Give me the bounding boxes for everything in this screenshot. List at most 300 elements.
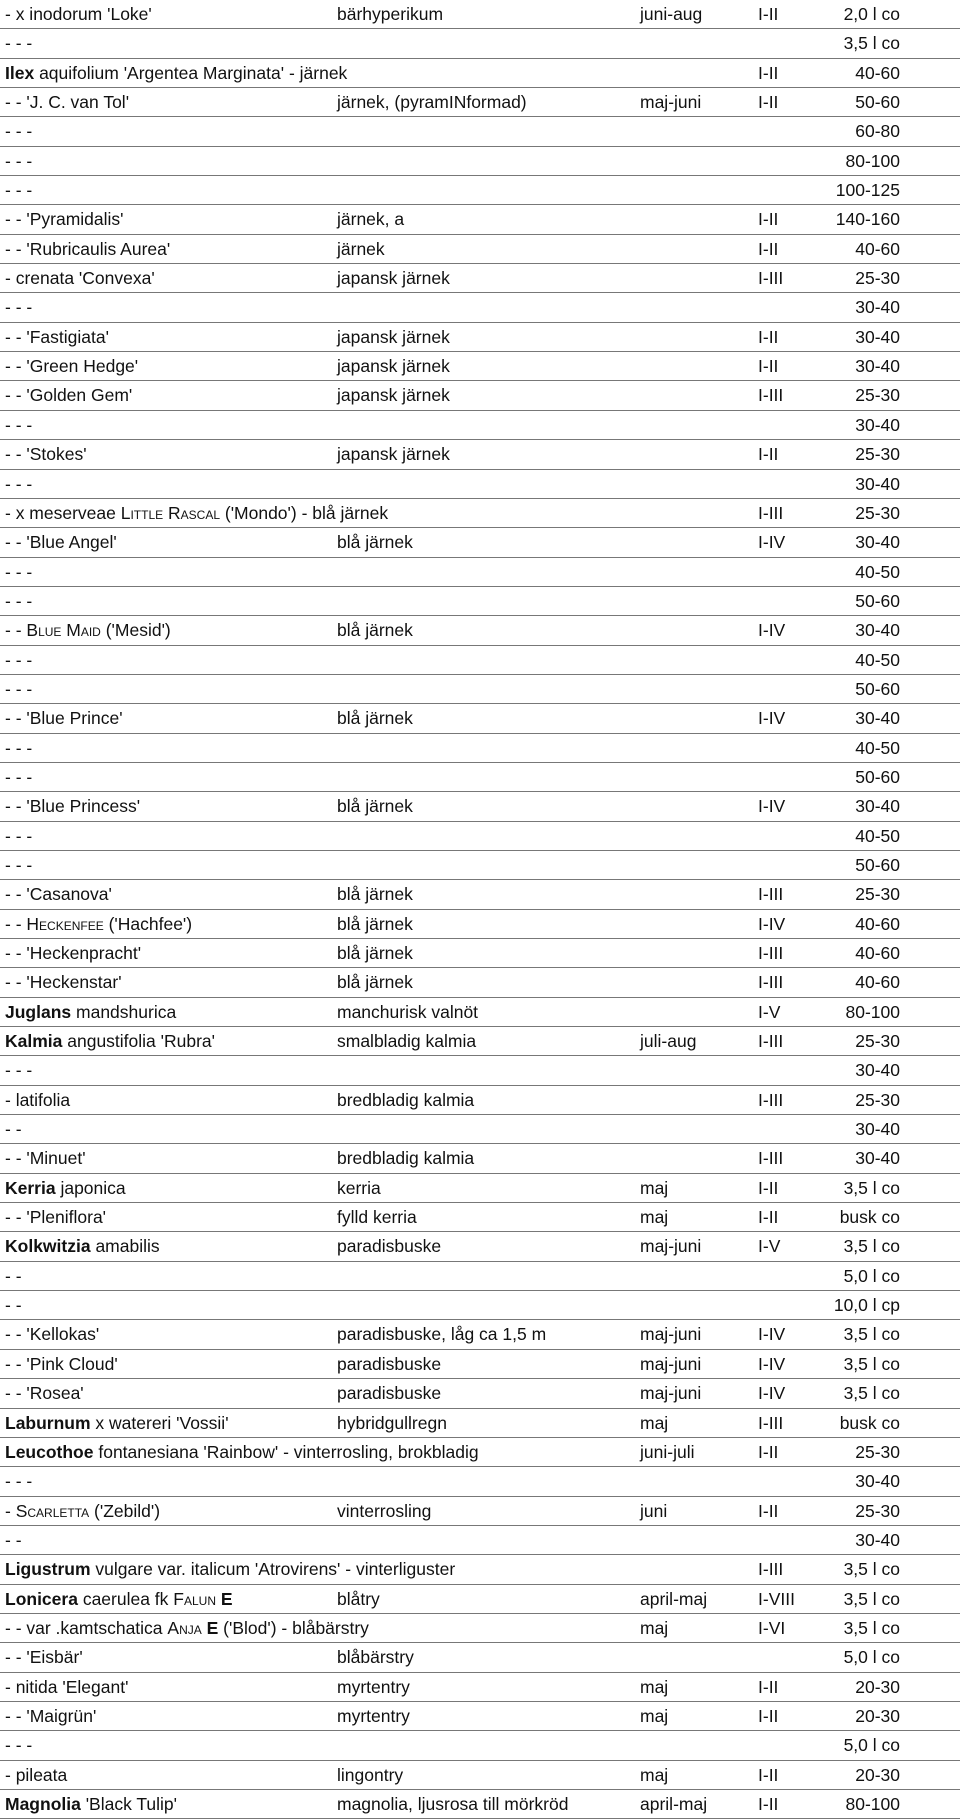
size-cell: 25-30 [855, 502, 900, 523]
plant-name-cell [5, 414, 32, 436]
name-text: - - 'Blue Prince' [5, 708, 123, 729]
plant-name-cell [5, 443, 87, 465]
genus-name: Leucothoe [5, 1441, 94, 1462]
common-name-cell: japansk järnek [337, 356, 450, 377]
table-row [0, 1409, 960, 1438]
plant-name-cell [5, 150, 32, 172]
table-row [0, 587, 960, 616]
table-row [0, 1526, 960, 1555]
size-cell: 10,0 l cp [833, 1295, 900, 1316]
name-text: ('Hachfee') [103, 913, 193, 934]
plant-name-cell [5, 1764, 67, 1786]
size-cell: 30-40 [855, 1119, 900, 1140]
common-name-cell: blå järnek [337, 943, 413, 963]
size-cell: 30-40 [855, 326, 900, 347]
name-text: - - - [5, 121, 33, 142]
name-text: - - - [5, 1471, 33, 1492]
plant-name-cell [5, 1558, 455, 1580]
hardiness-zone-cell: I-III [758, 502, 784, 523]
common-name-cell: blå järnek [337, 913, 413, 934]
table-row [0, 910, 960, 939]
table-row [0, 1555, 960, 1584]
plant-name-cell [5, 1529, 22, 1551]
table-row [0, 822, 960, 851]
table-row [0, 323, 960, 352]
size-cell: 20-30 [855, 1676, 900, 1697]
plant-name-cell [5, 62, 347, 84]
common-name-cell: japansk järnek [337, 444, 450, 465]
plant-name-cell [5, 1500, 160, 1522]
size-cell: 3,5 l co [843, 1324, 900, 1345]
plant-name-cell [5, 531, 117, 553]
table-row [0, 1232, 960, 1261]
plant-name-cell [5, 1147, 86, 1169]
common-name-cell: bärhyperikum [337, 4, 444, 24]
flowering-season-cell: maj [640, 1177, 669, 1198]
table-row [0, 1438, 960, 1467]
plant-name-cell [5, 1265, 22, 1287]
plant-name-cell [5, 1705, 96, 1727]
name-text: - - [5, 1265, 22, 1286]
size-cell: 30-40 [855, 1529, 900, 1550]
size-cell: 25-30 [855, 268, 900, 289]
hardiness-zone-cell: I-II [758, 444, 779, 465]
plant-name-cell [5, 1412, 229, 1434]
hardiness-zone-cell: I-III [758, 1412, 784, 1433]
table-row [0, 293, 960, 322]
size-cell: 50-60 [855, 590, 900, 611]
hardiness-zone-cell: I-II [758, 1441, 779, 1462]
table-row [0, 440, 960, 469]
table-row [0, 792, 960, 821]
size-cell: 3,5 l co [843, 1617, 900, 1638]
common-name-cell: smalbladig kalmia [337, 1031, 477, 1052]
common-name-cell: fylld kerria [337, 1207, 417, 1228]
flowering-season-cell: juni-aug [640, 4, 703, 24]
genus-name: Juglans [5, 1001, 72, 1022]
hardiness-zone-cell: I-IV [758, 796, 786, 817]
name-text: fontanesiana 'Rainbow' - vinterrosling, brokbladig [93, 1441, 479, 1462]
name-text: - - 'Pink Cloud' [5, 1353, 118, 1374]
name-text: ('Mesid') [100, 620, 171, 641]
size-cell: 80-100 [845, 1001, 900, 1022]
size-cell: 25-30 [855, 884, 900, 905]
size-cell: 5,0 l co [843, 1735, 900, 1756]
hardiness-zone-cell: I-II [758, 62, 779, 83]
size-cell: 40-50 [855, 649, 900, 670]
table-row [0, 675, 960, 704]
genus-name: Kolkwitzia [5, 1236, 91, 1257]
common-name-cell: japansk järnek [337, 268, 450, 289]
flowering-season-cell: maj [640, 1764, 669, 1785]
table-row [0, 117, 960, 146]
plant-name-cell [5, 1323, 99, 1345]
size-cell: busk co [839, 1412, 900, 1433]
size-cell: 60-80 [855, 121, 900, 142]
common-name-cell: järnek, (pyramINformad) [337, 92, 527, 113]
genus-name: Laburnum [5, 1412, 91, 1433]
flowering-season-cell: maj [640, 1412, 669, 1433]
size-cell: 3,5 l co [843, 1559, 900, 1580]
hardiness-zone-cell: I-III [758, 1089, 784, 1110]
common-name-cell: bredbladig kalmia [337, 1148, 475, 1169]
size-cell: 140-160 [835, 209, 900, 230]
plant-name-cell [5, 971, 122, 993]
size-cell: 30-40 [855, 796, 900, 817]
hardiness-zone-cell: I-IV [758, 708, 786, 729]
hardiness-zone-cell: I-IV [758, 532, 786, 553]
table-row [0, 1115, 960, 1144]
common-name-cell: japansk järnek [337, 385, 450, 406]
common-name-cell: järnek [337, 238, 385, 259]
table-row [0, 528, 960, 557]
size-cell: 40-50 [855, 737, 900, 758]
size-cell: 30-40 [855, 620, 900, 641]
table-row [0, 264, 960, 293]
genus-name: Magnolia [5, 1793, 81, 1814]
size-cell: 3,5 l co [843, 1588, 900, 1609]
plant-name-cell [5, 1676, 128, 1698]
plant-name-cell [5, 678, 32, 700]
table-row [0, 381, 960, 410]
name-text: - [5, 1500, 16, 1521]
table-row [0, 1086, 960, 1115]
hardiness-zone-cell: I-II [758, 4, 779, 24]
genus-name: Ligustrum [5, 1559, 91, 1580]
hardiness-zone-cell: I-III [758, 385, 784, 406]
name-text: - - 'Green Hedge' [5, 356, 139, 377]
size-cell: 40-60 [855, 943, 900, 963]
plant-name-cell [5, 1089, 70, 1111]
name-text: - - 'Blue Angel' [5, 532, 117, 553]
table-row [0, 939, 960, 968]
plant-name-cell [5, 1235, 160, 1257]
size-cell: 50-60 [855, 92, 900, 113]
name-text: - - 'Maigrün' [5, 1705, 97, 1726]
plant-name-cell [5, 737, 32, 759]
trade-name: Scarletta [15, 1500, 90, 1521]
hardiness-zone-cell: I-IV [758, 1353, 786, 1374]
common-name-cell: paradisbuske, låg ca 1,5 m [337, 1324, 547, 1345]
plant-name-cell [5, 1353, 118, 1375]
plant-name-cell [5, 1793, 177, 1815]
hardiness-zone-cell: I-V [758, 1236, 781, 1257]
plant-name-cell [5, 766, 32, 788]
table-row [0, 1673, 960, 1702]
table-row [0, 1761, 960, 1790]
size-cell: 30-40 [855, 356, 900, 377]
size-cell: 30-40 [855, 473, 900, 494]
plant-name-cell [5, 1030, 215, 1052]
flowering-season-cell: maj [640, 1617, 669, 1638]
name-text: - - - [5, 414, 33, 435]
plant-name-cell [5, 1059, 32, 1081]
table-row [0, 851, 960, 880]
size-cell: busk co [839, 1207, 900, 1228]
flowering-season-cell: maj [640, 1705, 669, 1726]
table-row [0, 1585, 960, 1614]
common-name-cell: blå järnek [337, 708, 413, 729]
size-cell: 3,5 l co [843, 1236, 900, 1257]
name-text: - - - [5, 150, 33, 171]
size-cell: 40-60 [855, 62, 900, 83]
size-cell: 25-30 [855, 1031, 900, 1052]
genus-name: Kerria [5, 1177, 56, 1198]
plant-name-cell [5, 883, 112, 905]
table-row [0, 205, 960, 234]
name-text: - - 'Stokes' [5, 444, 87, 465]
hardiness-zone-cell: I-IV [758, 913, 786, 934]
common-name-cell: blåbärstry [337, 1647, 414, 1668]
trade-name: Heckenfee [26, 913, 104, 934]
table-row [0, 1614, 960, 1643]
size-cell: 40-60 [855, 913, 900, 934]
table-row [0, 1262, 960, 1291]
name-text: vulgare var. italicum 'Atrovirens' - vinterliguster [90, 1559, 456, 1580]
name-text: - - 'Heckenstar' [5, 972, 122, 993]
plant-name-cell [5, 795, 140, 817]
table-row [0, 1320, 960, 1349]
flowering-season-cell: maj-juni [640, 1324, 702, 1345]
table-row [0, 1790, 960, 1819]
table-row [0, 558, 960, 587]
name-text: - - - [5, 561, 33, 582]
name-text: - - - [5, 649, 33, 670]
genus-name: E [206, 1617, 219, 1638]
name-text: ('Mondo') - blå järnek [220, 502, 389, 523]
flowering-season-cell: juni-juli [640, 1441, 695, 1462]
name-text: angustifolia 'Rubra' [62, 1031, 215, 1052]
table-row [0, 0, 960, 29]
name-text: caerulea fk [77, 1588, 174, 1609]
hardiness-zone-cell: I-II [758, 1207, 779, 1228]
plant-name-cell [5, 649, 32, 671]
flowering-season-cell: april-maj [640, 1588, 708, 1609]
plant-name-cell [5, 120, 32, 142]
size-cell: 3,5 l co [843, 1353, 900, 1374]
name-text: - - - [5, 825, 33, 846]
plant-name-cell [5, 1441, 479, 1463]
size-cell: 30-40 [855, 1148, 900, 1169]
plant-name-cell [5, 3, 152, 25]
size-cell: 30-40 [855, 1060, 900, 1081]
size-cell: 50-60 [855, 854, 900, 875]
name-text: - pileata [5, 1764, 68, 1785]
hardiness-zone-cell: I-II [758, 92, 779, 113]
common-name-cell: vinterrosling [337, 1500, 432, 1521]
size-cell: 20-30 [855, 1705, 900, 1726]
plant-name-cell [5, 1118, 22, 1140]
size-cell: 30-40 [855, 532, 900, 553]
plant-name-cell [5, 1588, 233, 1610]
size-cell: 50-60 [855, 766, 900, 787]
size-cell: 25-30 [855, 1089, 900, 1110]
hardiness-zone-cell: I-II [758, 1793, 779, 1814]
plant-name-cell [5, 913, 192, 935]
plant-name-cell [5, 384, 132, 406]
common-name-cell: blåtry [337, 1588, 380, 1609]
name-text: japonica [55, 1177, 126, 1198]
size-cell: 25-30 [855, 444, 900, 465]
name-text: - - 'Rubricaulis Aurea' [5, 238, 171, 259]
hardiness-zone-cell: I-III [758, 1559, 784, 1580]
common-name-cell: hybridgullregn [337, 1412, 447, 1433]
common-name-cell: blå järnek [337, 796, 413, 817]
name-text: - nitida 'Elegant' [5, 1676, 129, 1697]
common-name-cell: magnolia, ljusrosa till mörkröd [337, 1793, 569, 1814]
hardiness-zone-cell: I-IV [758, 620, 786, 641]
genus-name: E [220, 1588, 233, 1609]
size-cell: 40-60 [855, 972, 900, 993]
table-row [0, 763, 960, 792]
flowering-season-cell: maj-juni [640, 92, 702, 113]
common-name-cell: paradisbuske [337, 1236, 442, 1257]
plant-name-cell [5, 1382, 84, 1404]
name-text: - x inodorum 'Loke' [5, 4, 152, 24]
name-text: - - 'Eisbär' [5, 1647, 83, 1668]
trade-name: Anja [167, 1617, 202, 1638]
hardiness-zone-cell: I-III [758, 268, 784, 289]
name-text: mandshurica [71, 1001, 177, 1022]
name-text: - - - [5, 1735, 33, 1756]
table-row [0, 704, 960, 733]
genus-name: Lonicera [5, 1588, 78, 1609]
common-name-cell: blå järnek [337, 532, 413, 553]
table-row [0, 1467, 960, 1496]
name-text: - - - [5, 1060, 33, 1081]
flowering-season-cell: maj-juni [640, 1383, 702, 1404]
table-row [0, 616, 960, 645]
table-row [0, 499, 960, 528]
plant-name-cell [5, 561, 32, 583]
plant-name-cell [5, 1001, 176, 1023]
table-row [0, 235, 960, 264]
hardiness-zone-cell: I-II [758, 356, 779, 377]
trade-name: Falun [173, 1588, 216, 1609]
plant-name-cell [5, 1206, 106, 1228]
common-name-cell: lingontry [337, 1764, 404, 1785]
name-text: - - 'Minuet' [5, 1148, 86, 1169]
hardiness-zone-cell: I-III [758, 884, 784, 905]
table-row [0, 880, 960, 909]
common-name-cell: blå järnek [337, 972, 413, 993]
size-cell: 100-125 [835, 180, 900, 201]
hardiness-zone-cell: I-II [758, 238, 779, 259]
plant-name-cell [5, 825, 32, 847]
plant-name-cell [5, 208, 124, 230]
common-name-cell: paradisbuske [337, 1383, 442, 1404]
table-row [0, 470, 960, 499]
size-cell: 40-50 [855, 561, 900, 582]
name-text: - - - [5, 33, 33, 54]
hardiness-zone-cell: I-II [758, 209, 779, 230]
size-cell: 80-100 [845, 150, 900, 171]
flowering-season-cell: april-maj [640, 1793, 708, 1814]
flowering-season-cell: juli-aug [640, 1031, 697, 1052]
name-text: - latifolia [5, 1089, 71, 1110]
plant-name-cell [5, 1646, 83, 1668]
plant-name-cell [5, 1470, 32, 1492]
hardiness-zone-cell: I-III [758, 1031, 784, 1052]
plant-name-cell [5, 355, 138, 377]
common-name-cell: manchurisk valnöt [337, 1001, 479, 1022]
name-text: - - [5, 1119, 22, 1140]
name-text: - - 'Blue Princess' [5, 796, 141, 817]
trade-name: Blue Maid [26, 620, 101, 641]
plant-name-cell [5, 1177, 126, 1199]
name-text: - - 'Fastigiata' [5, 326, 109, 347]
table-row [0, 1056, 960, 1085]
size-cell: 25-30 [855, 385, 900, 406]
common-name-cell: blå järnek [337, 884, 413, 905]
name-text: - - 'J. C. van Tol' [5, 92, 130, 113]
plant-name-cell [5, 91, 129, 113]
name-text: - - var .kamtschatica [5, 1617, 168, 1638]
table-row [0, 59, 960, 88]
hardiness-zone-cell: I-IV [758, 1383, 786, 1404]
table-row [0, 1144, 960, 1173]
hardiness-zone-cell: I-III [758, 1148, 784, 1169]
size-cell: 2,0 l co [843, 4, 900, 24]
common-name-cell: myrtentry [337, 1705, 410, 1726]
plant-name-cell [5, 707, 123, 729]
plant-name-cell [5, 32, 32, 54]
table-row [0, 1702, 960, 1731]
table-row [0, 411, 960, 440]
size-cell: 30-40 [855, 1471, 900, 1492]
common-name-cell: myrtentry [337, 1676, 410, 1697]
common-name-cell: paradisbuske [337, 1353, 442, 1374]
plant-name-cell [5, 179, 32, 201]
plant-name-cell [5, 473, 32, 495]
plant-name-cell [5, 854, 32, 876]
hardiness-zone-cell: I-II [758, 1500, 779, 1521]
name-text: 'Black Tulip' [80, 1793, 178, 1814]
name-text: - - - [5, 297, 33, 318]
flowering-season-cell: maj [640, 1207, 669, 1228]
name-text: - - 'Pleniflora' [5, 1207, 107, 1228]
table-row [0, 1291, 960, 1320]
table-row [0, 1203, 960, 1232]
table-row [0, 734, 960, 763]
hardiness-zone-cell: I-III [758, 943, 784, 963]
size-cell: 5,0 l co [843, 1265, 900, 1286]
common-name-cell: japansk järnek [337, 326, 450, 347]
plant-name-cell [5, 238, 170, 260]
size-cell: 25-30 [855, 1500, 900, 1521]
genus-name: Kalmia [5, 1031, 63, 1052]
name-text: - - - [5, 766, 33, 787]
size-cell: 25-30 [855, 1441, 900, 1462]
plant-name-cell [5, 619, 171, 641]
hardiness-zone-cell: I-VI [758, 1617, 786, 1638]
table-row [0, 1027, 960, 1056]
table-row [0, 1350, 960, 1379]
hardiness-zone-cell: I-IV [758, 1324, 786, 1345]
name-text: amabilis [90, 1236, 160, 1257]
table-row [0, 1643, 960, 1672]
table-row [0, 998, 960, 1027]
name-text: - - - [5, 180, 33, 201]
flowering-season-cell: maj-juni [640, 1236, 702, 1257]
name-text: - - 'Rosea' [5, 1383, 84, 1404]
common-name-cell: bredbladig kalmia [337, 1089, 475, 1110]
hardiness-zone-cell: I-VIII [758, 1588, 795, 1609]
name-text: - - [5, 1529, 22, 1550]
name-text: - - - [5, 678, 33, 699]
genus-name: Ilex [5, 62, 35, 83]
plant-name-cell [5, 296, 32, 318]
